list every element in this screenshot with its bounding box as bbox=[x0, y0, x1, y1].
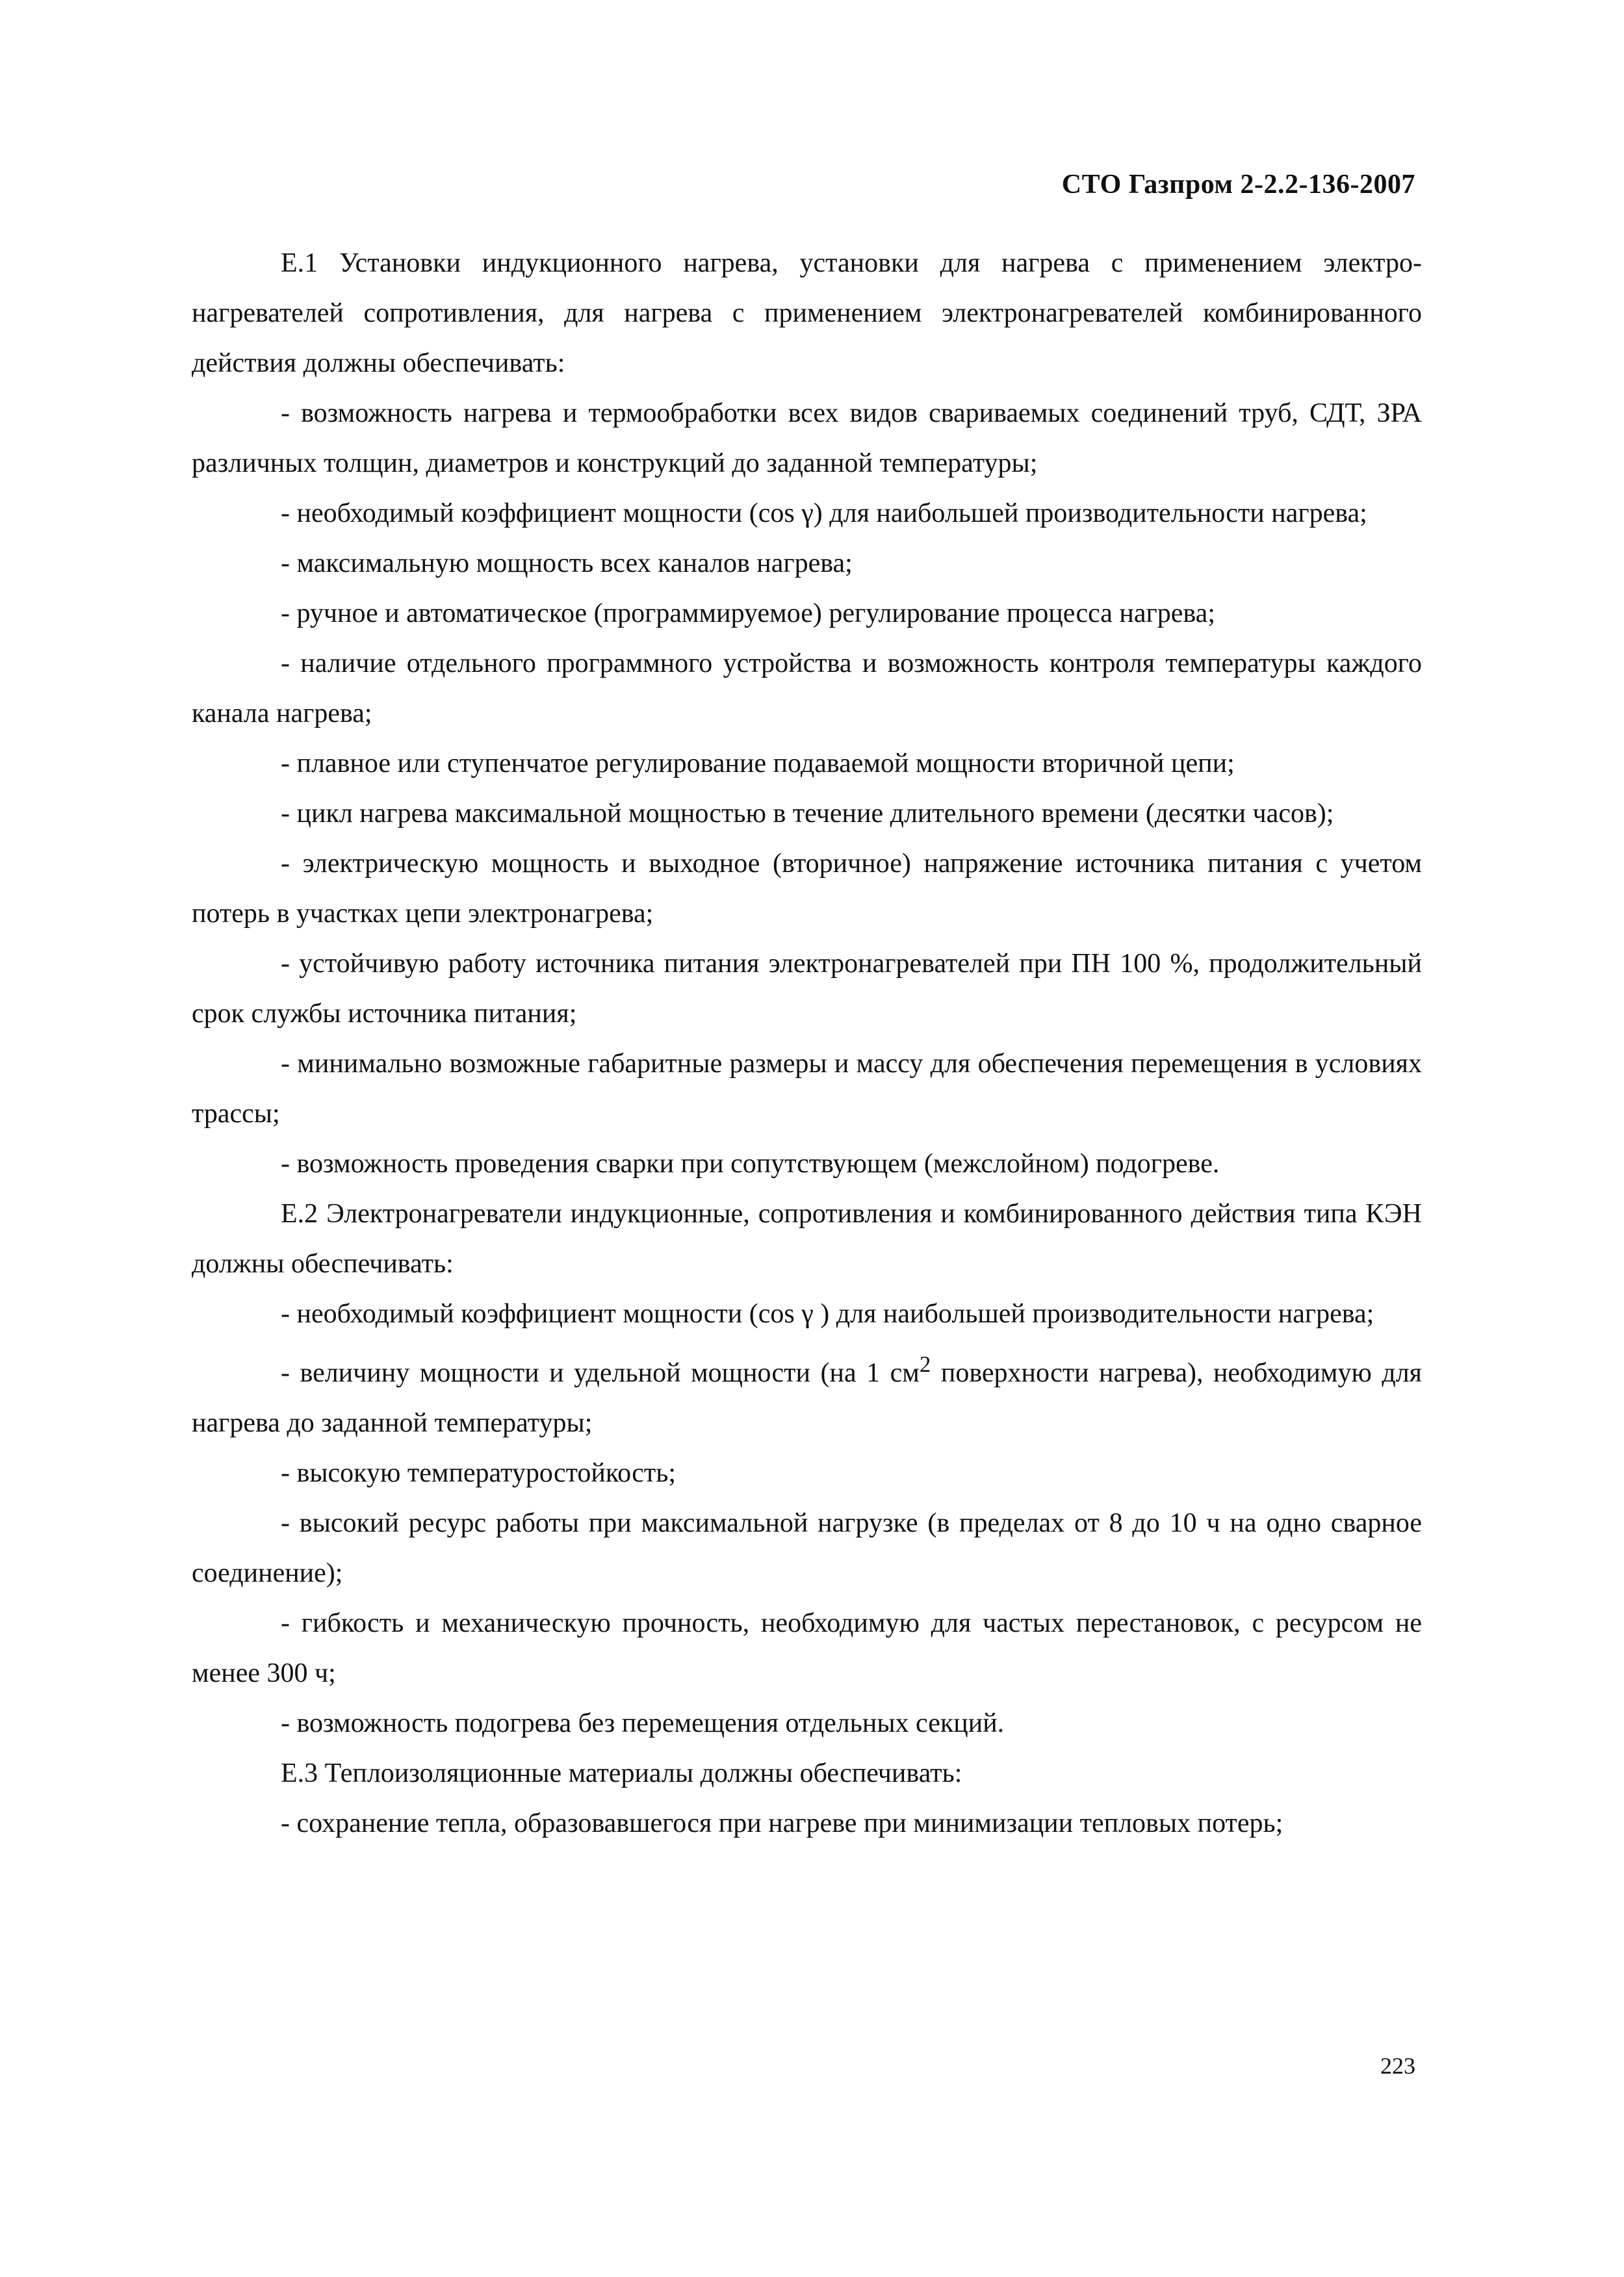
list-item: - плавное или ступенчатое регулирование подаваемой мощности вторичной цепи; bbox=[281, 749, 1235, 778]
list-item: - устойчивую работу источника питания электронагревателей при ПН 100 %, продолжительный срок службы источника питания; bbox=[192, 949, 1422, 1029]
superscript: 2 bbox=[919, 1352, 931, 1377]
list-item: - цикл нагрева максимальной мощностью в течение длительного времени (десятки часов); bbox=[281, 799, 1334, 829]
list-item: - минимально возможные габаритные размеры и массу для обеспечения перемещения в условиях трассы; bbox=[192, 1049, 1422, 1129]
list-item: - наличие отдельного программного устройства и возможность контроля температуры каждого канала нагрева; bbox=[192, 649, 1422, 728]
list-item-with-superscript bbox=[192, 1339, 1422, 1448]
page-number: 223 bbox=[1380, 2053, 1415, 2079]
document-code-header: СТО Газпром 2-2.2-136-2007 bbox=[1061, 170, 1415, 199]
list-item: - высокий ресурс работы при максимальной нагрузке (в пределах от 8 до 10 ч на одно сварное соединение); bbox=[192, 1508, 1422, 1588]
list-item: - необходимый коэффициент мощности (cos γ ) для наибольшей производительности нагрева; bbox=[281, 1299, 1374, 1329]
list-item: - возможность нагрева и термообработки всех видов свариваемых соединений труб, СДТ, ЗРА различных толщин, диаметров и конструкций до заданной температуры; bbox=[192, 398, 1422, 478]
document-body bbox=[192, 238, 1422, 1849]
list-item: - возможность подогрева без перемещения отдельных секций. bbox=[281, 1708, 1005, 1738]
text-fragment: поверхности нагрева), необходимую для нагрева до заданной температуры; bbox=[192, 1358, 1422, 1438]
paragraph-e2-intro: Е.2 Электронагреватели индукционные, сопротивления и комбинированного действия типа КЭН должны обеспечивать: bbox=[192, 1199, 1422, 1279]
list-item: - ручное и автоматическое (программируемое) регулирование процесса нагрева; bbox=[281, 598, 1215, 628]
list-item: - высокую температуростойкость; bbox=[281, 1458, 677, 1488]
list-item: - возможность проведения сварки при сопутствующем (межслойном) подогреве. bbox=[281, 1149, 1220, 1179]
list-item: - сохранение тепла, образовавшегося при нагреве при минимизации тепловых потерь; bbox=[281, 1808, 1283, 1838]
list-item: - максимальную мощность всех каналов нагрева; bbox=[281, 548, 853, 578]
paragraph-e1-intro: Е.1 Установки индукционного нагрева, установки для нагрева с применением электронагревателей сопротивления, для нагрева с применением электронагревателей комбинированного действия должны обеспечивать: bbox=[192, 248, 1422, 378]
paragraph-e3-intro: Е.3 Теплоизоляционные материалы должны обеспечивать: bbox=[281, 1758, 962, 1788]
list-item: - необходимый коэффициент мощности (cos γ) для наибольшей производительности нагрева; bbox=[281, 498, 1367, 528]
list-item: - электрическую мощность и выходное (вторичное) напряжение источника питания с учетом потерь в участках цепи электронагрева; bbox=[192, 849, 1422, 929]
list-item: - гибкость и механическую прочность, необходимую для частых перестановок, с ресурсом не менее 300 ч; bbox=[192, 1608, 1422, 1688]
text-fragment: - величину мощности и удельной мощности (на 1 см bbox=[281, 1358, 920, 1388]
